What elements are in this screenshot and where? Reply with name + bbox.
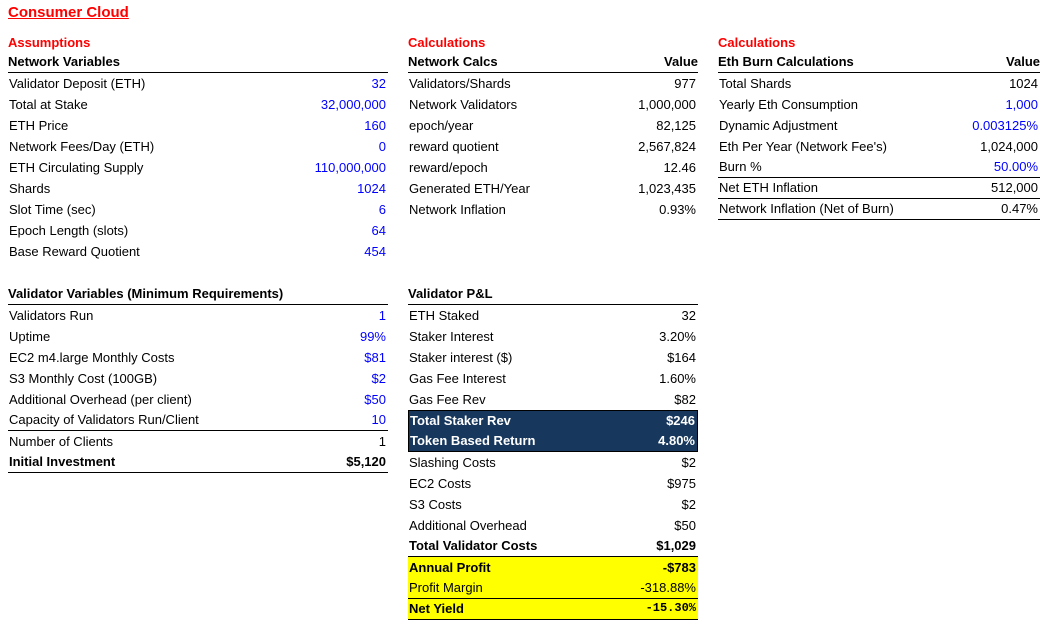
- table-row: [718, 94, 1040, 115]
- cell-value[interactable]: $975: [667, 476, 696, 491]
- table-row: [408, 136, 698, 157]
- cell-label[interactable]: Validators/Shards: [409, 76, 511, 91]
- cell-value[interactable]: 0.93%: [659, 202, 696, 217]
- cell-label[interactable]: Net Yield: [409, 601, 464, 616]
- cell-value[interactable]: 1024: [357, 181, 386, 196]
- table-row: [8, 305, 388, 326]
- cell-label[interactable]: Generated ETH/Year: [409, 181, 530, 196]
- cell-label[interactable]: Uptime: [9, 329, 51, 344]
- table-header-label: Network Variables: [8, 54, 120, 69]
- cell-label[interactable]: Additional Overhead (per client): [9, 392, 192, 407]
- table-row: [408, 115, 698, 136]
- cell-label[interactable]: Yearly Eth Consumption: [719, 97, 858, 112]
- cell-value[interactable]: $1,029: [656, 538, 696, 553]
- cell-value[interactable]: 0.003125%: [972, 118, 1038, 133]
- table-row: [8, 220, 388, 241]
- page-title[interactable]: Consumer Cloud: [8, 4, 129, 21]
- validator-pl-rows: [408, 305, 698, 620]
- table-row: [718, 157, 1040, 178]
- cell-label[interactable]: Total Shards: [719, 76, 792, 91]
- cell-label[interactable]: Gas Fee Rev: [409, 392, 486, 407]
- cell-label[interactable]: Staker Interest: [409, 329, 494, 344]
- cell-label[interactable]: Token Based Return: [410, 433, 536, 448]
- table-row: [408, 199, 698, 220]
- table-row: [8, 73, 388, 94]
- cell-value[interactable]: 1: [378, 434, 386, 449]
- table-row: [408, 599, 698, 620]
- table-row: [408, 389, 698, 410]
- validator-variables-table: [8, 284, 388, 473]
- table-row: [408, 578, 698, 599]
- table-row: [8, 199, 388, 220]
- table-row: [8, 178, 388, 199]
- table-row: [8, 347, 388, 368]
- cell-value[interactable]: $50: [364, 392, 386, 407]
- cell-value[interactable]: 0: [378, 139, 386, 154]
- cell-label[interactable]: Burn %: [719, 159, 762, 174]
- network-variables-table: [8, 52, 388, 262]
- cell-label[interactable]: Profit Margin: [409, 580, 483, 595]
- network-calcs-header[interactable]: [408, 52, 698, 73]
- cell-value[interactable]: $82: [674, 392, 696, 407]
- table-row: [408, 536, 698, 557]
- table-row: [408, 347, 698, 368]
- table-row: [408, 73, 698, 94]
- eth-burn-header[interactable]: [718, 52, 1040, 73]
- table-row: [408, 515, 698, 536]
- table-row: [408, 305, 698, 326]
- table-row: [718, 199, 1040, 220]
- cell-label[interactable]: Number of Clients: [9, 434, 114, 449]
- table-row: [408, 431, 698, 452]
- cell-value[interactable]: 977: [674, 76, 696, 91]
- cell-value[interactable]: 1,024,000: [980, 139, 1038, 154]
- cell-label[interactable]: Additional Overhead: [409, 518, 527, 533]
- cell-value[interactable]: $5,120: [346, 454, 386, 469]
- table-row: [8, 241, 388, 262]
- cell-value[interactable]: 1024: [1009, 76, 1038, 91]
- table-row: [408, 452, 698, 473]
- validator-pl-header[interactable]: [408, 284, 698, 305]
- cell-label[interactable]: ETH Circulating Supply: [9, 160, 144, 175]
- cell-value[interactable]: $2: [681, 455, 696, 470]
- cell-label[interactable]: ETH Price: [9, 118, 69, 133]
- network-variables-rows: [8, 73, 388, 262]
- cell-label[interactable]: S3 Monthly Cost (100GB): [9, 371, 158, 386]
- cell-value[interactable]: 110,000,000: [314, 160, 386, 175]
- cell-label[interactable]: Gas Fee Interest: [409, 371, 506, 386]
- cell-label[interactable]: Staker interest ($): [409, 350, 513, 365]
- cell-value[interactable]: 82,125: [656, 118, 696, 133]
- cell-value[interactable]: $2: [681, 497, 696, 512]
- cell-value[interactable]: 64: [371, 223, 386, 238]
- cell-value[interactable]: 10: [371, 412, 386, 427]
- cell-value[interactable]: 50.00%: [993, 159, 1038, 174]
- table-row: [8, 431, 388, 452]
- cell-label[interactable]: Network Inflation: [409, 202, 506, 217]
- cell-value[interactable]: $81: [364, 350, 386, 365]
- cell-label[interactable]: Network Validators: [409, 97, 518, 112]
- table-row: [8, 410, 388, 431]
- cell-value[interactable]: 1,000,000: [638, 97, 696, 112]
- cell-value[interactable]: 32: [681, 308, 696, 323]
- cell-label[interactable]: reward quotient: [409, 139, 499, 154]
- cell-value[interactable]: 6: [378, 202, 386, 217]
- validator-pl-table: [408, 284, 698, 620]
- table-row: [718, 136, 1040, 157]
- cell-label[interactable]: Dynamic Adjustment: [719, 118, 838, 133]
- table-row: [8, 389, 388, 410]
- cell-value[interactable]: 32,000,000: [320, 97, 386, 112]
- cell-label[interactable]: Network Inflation (Net of Burn): [719, 201, 894, 216]
- cell-label[interactable]: Initial Investment: [9, 454, 116, 469]
- section-heading-assumptions[interactable]: Assumptions: [8, 35, 91, 50]
- table-row: [408, 178, 698, 199]
- table-row: [408, 557, 698, 578]
- table-row: [8, 368, 388, 389]
- table-row: [8, 115, 388, 136]
- cell-value[interactable]: 1: [378, 308, 386, 323]
- cell-value[interactable]: -318.88%: [640, 580, 696, 595]
- table-header-label: Network Calcs: [408, 54, 498, 69]
- table-row: [8, 452, 388, 473]
- table-header-label: Validator Variables (Minimum Requirements): [8, 286, 284, 301]
- network-variables-header[interactable]: [8, 52, 388, 73]
- table-row: [408, 494, 698, 515]
- table-row: [408, 94, 698, 115]
- cell-label[interactable]: Net ETH Inflation: [719, 180, 818, 195]
- cell-value[interactable]: 12.46: [663, 160, 696, 175]
- table-row: [8, 136, 388, 157]
- cell-value[interactable]: $2: [371, 371, 386, 386]
- cell-label[interactable]: reward/epoch: [409, 160, 488, 175]
- cell-value[interactable]: 512,000: [991, 180, 1038, 195]
- cell-label[interactable]: epoch/year: [409, 118, 474, 133]
- cell-value[interactable]: 3.20%: [659, 329, 696, 344]
- table-row: [718, 115, 1040, 136]
- table-row: [718, 73, 1040, 94]
- cell-value[interactable]: 160: [364, 118, 386, 133]
- cell-label[interactable]: ETH Staked: [409, 308, 480, 323]
- cell-label[interactable]: Network Fees/Day (ETH): [9, 139, 155, 154]
- cell-value[interactable]: $50: [674, 518, 696, 533]
- cell-value[interactable]: 1.60%: [659, 371, 696, 386]
- cell-label[interactable]: Shards: [9, 181, 51, 196]
- cell-value[interactable]: 1,023,435: [638, 181, 696, 196]
- network-calcs-table: [408, 52, 698, 220]
- cell-label[interactable]: Annual Profit: [409, 560, 491, 575]
- cell-label[interactable]: Total Staker Rev: [410, 413, 511, 428]
- cell-value[interactable]: 32: [371, 76, 386, 91]
- cell-value[interactable]: 99%: [359, 329, 386, 344]
- cell-label[interactable]: Slot Time (sec): [9, 202, 96, 217]
- table-row: [408, 157, 698, 178]
- cell-value[interactable]: 454: [364, 244, 386, 259]
- cell-value[interactable]: $246: [666, 413, 695, 428]
- table-header-value: Value: [1006, 54, 1040, 69]
- table-row: [8, 157, 388, 178]
- cell-label[interactable]: Capacity of Validators Run/Client: [9, 412, 199, 427]
- cell-label[interactable]: EC2 Costs: [409, 476, 472, 491]
- cell-label[interactable]: Eth Per Year (Network Fee's): [719, 139, 887, 154]
- cell-value[interactable]: 4.80%: [658, 433, 695, 448]
- table-row: [8, 326, 388, 347]
- cell-value[interactable]: 0.47%: [1001, 201, 1038, 216]
- cell-label[interactable]: EC2 m4.large Monthly Costs: [9, 350, 175, 365]
- cell-value[interactable]: 2,567,824: [638, 139, 696, 154]
- section-heading-calculations-network[interactable]: Calculations: [408, 35, 486, 50]
- eth-burn-calculations-table: [718, 52, 1040, 220]
- cell-label[interactable]: Base Reward Quotient: [9, 244, 140, 259]
- cell-value[interactable]: $164: [667, 350, 696, 365]
- table-header-label: Eth Burn Calculations: [718, 54, 854, 69]
- cell-label[interactable]: Total Validator Costs: [409, 538, 538, 553]
- section-heading-calculations-ethburn[interactable]: Calculations: [718, 35, 796, 50]
- table-header-label: Validator P&L: [408, 286, 493, 301]
- cell-value[interactable]: -15.30%: [645, 601, 696, 615]
- cell-value[interactable]: -$783: [662, 560, 696, 575]
- validator-variables-rows: [8, 305, 388, 473]
- table-header-value: Value: [664, 54, 698, 69]
- table-row: [408, 410, 698, 431]
- table-row: [408, 326, 698, 347]
- cell-label[interactable]: Slashing Costs: [409, 455, 496, 470]
- cell-label[interactable]: Validator Deposit (ETH): [9, 76, 146, 91]
- table-row: [718, 178, 1040, 199]
- cell-label[interactable]: S3 Costs: [409, 497, 462, 512]
- eth-burn-rows: [718, 73, 1040, 220]
- cell-label[interactable]: Validators Run: [9, 308, 94, 323]
- cell-value[interactable]: 1,000: [1005, 97, 1038, 112]
- validator-variables-header[interactable]: [8, 284, 388, 305]
- table-row: [8, 94, 388, 115]
- table-row: [408, 473, 698, 494]
- table-row: [408, 368, 698, 389]
- network-calcs-rows: [408, 73, 698, 220]
- cell-label[interactable]: Total at Stake: [9, 97, 88, 112]
- cell-label[interactable]: Epoch Length (slots): [9, 223, 129, 238]
